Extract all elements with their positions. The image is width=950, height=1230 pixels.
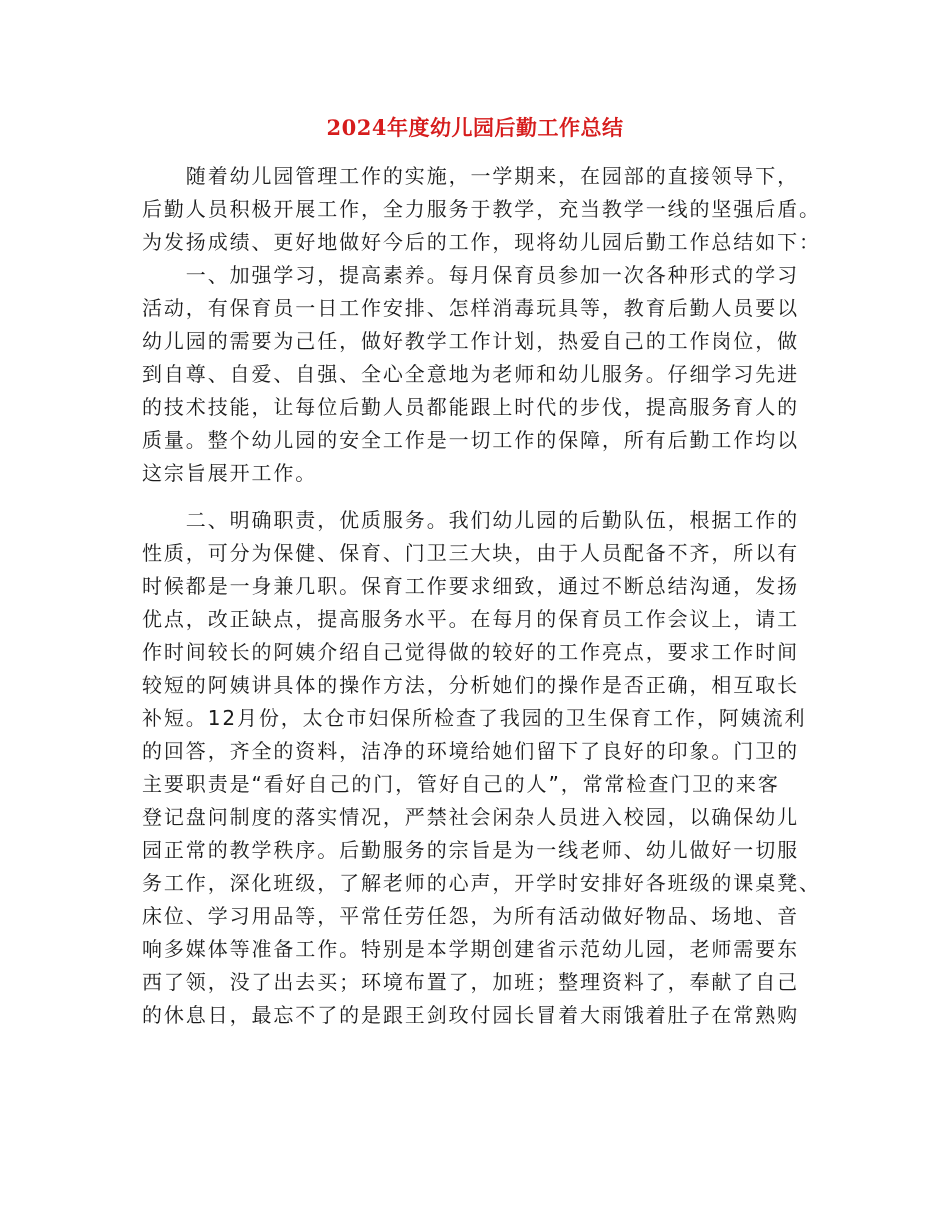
- paragraph-line: 这宗旨展开工作。: [142, 461, 318, 485]
- paragraph-line: 性质，可分为保健、保育、门卫三大块，由于人员配备不齐，所以有: [142, 541, 799, 565]
- paragraph-line: 后勤人员积极开展工作，全力服务于教学，充当教学一线的坚强后盾。: [142, 197, 821, 221]
- paragraph-line: 的技术技能，让每位后勤人员都能跟上时代的步伐，提高服务育人的: [142, 395, 799, 419]
- paragraph-line: 主要职责是“看好自己的门，管好自己的人”，常常检查门卫的来客: [142, 772, 780, 796]
- paragraph-line: 优点，改正缺点，提高服务水平。在每月的保育员工作会议上，请工: [142, 607, 799, 631]
- paragraph-line: 较短的阿姨讲具体的操作方法，分析她们的操作是否正确，相互取长: [142, 673, 799, 697]
- paragraph-line: 的休息日，最忘不了的是跟王剑玫付园长冒着大雨饿着肚子在常熟购: [142, 1003, 799, 1027]
- paragraph-line: 登记盘问制度的落实情况，严禁社会闲杂人员进入校园，以确保幼儿: [142, 805, 799, 829]
- paragraph-line: 活动，有保育员一日工作安排、怎样消毒玩具等，教育后勤人员要以: [142, 296, 799, 320]
- paragraph-line: 补短。12月份，太仓市妇保所检查了我园的卫生保育工作，阿姨流利: [142, 706, 807, 730]
- paragraph-line: 时候都是一身兼几职。保育工作要求细致，通过不断总结沟通，发扬: [142, 574, 799, 598]
- paragraph-line: 作时间较长的阿姨介绍自己觉得做的较好的工作亮点，要求工作时间: [142, 640, 799, 664]
- paragraph-line: 二、明确职责，优质服务。我们幼儿园的后勤队伍，根据工作的: [142, 508, 799, 532]
- paragraph-line: 园正常的教学秩序。后勤服务的宗旨是为一线老师、幼儿做好一切服: [142, 838, 799, 862]
- paragraph-line: 到自尊、自爱、自强、全心全意地为老师和幼儿服务。仔细学习先进: [142, 362, 799, 386]
- paragraph-line: 一、加强学习，提高素养。每月保育员参加一次各种形式的学习: [142, 263, 799, 287]
- paragraph-line: 质量。整个幼儿园的安全工作是一切工作的保障，所有后勤工作均以: [142, 428, 799, 452]
- paragraph-line: 随着幼儿园管理工作的实施，一学期来，在园部的直接领导下，: [142, 164, 799, 188]
- paragraph-line: 为发扬成绩、更好地做好今后的工作，现将幼儿园后勤工作总结如下：: [142, 230, 821, 254]
- paragraph-line: 床位、学习用品等，平常任劳任怨，为所有活动做好物品、场地、音: [142, 904, 799, 928]
- document-body: [142, 160, 822, 1032]
- paragraph-line: 西了领，没了出去买；环境布置了，加班；整理资料了，奉献了自己: [142, 970, 799, 994]
- paragraph-line: 响多媒体等准备工作。特别是本学期创建省示范幼儿园，老师需要东: [142, 937, 799, 961]
- document-title: 2024年度幼儿园后勤工作总结: [326, 115, 624, 140]
- paragraph-line: 务工作，深化班级，了解老师的心声，开学时安排好各班级的课桌凳、: [142, 871, 821, 895]
- paragraph-line: 幼儿园的需要为己任，做好教学工作计划，热爱自己的工作岗位，做: [142, 329, 799, 353]
- paragraph-line: 的回答，齐全的资料，洁净的环境给她们留下了良好的印象。门卫的: [142, 739, 799, 763]
- paragraph-spacer: [142, 490, 822, 504]
